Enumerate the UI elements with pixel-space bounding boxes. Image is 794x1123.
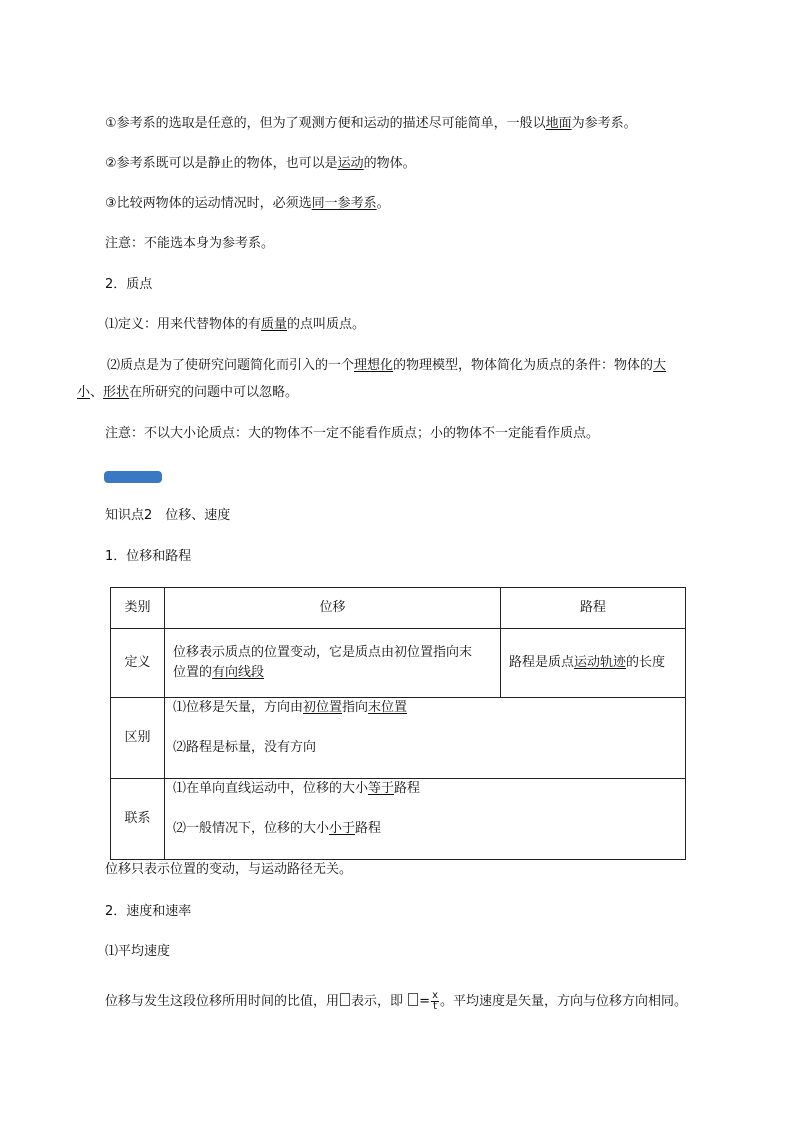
underlined-term: 理想化	[354, 358, 394, 373]
note-displacement: 位移只表示位置的变动，与运动路径无关。	[105, 862, 353, 877]
underlined-term: 地面	[545, 116, 572, 131]
text: 的物体。	[363, 156, 416, 171]
section-heading-velocity: 2．速度和速率	[105, 904, 192, 919]
text: ②参考系既可以是静止的物体，也可以是	[105, 156, 338, 171]
text: 在所研究的问题中可以忽略。	[129, 385, 299, 400]
text: 、	[90, 385, 104, 400]
velocity-symbol-icon	[408, 993, 418, 1006]
underlined-term: 初位置	[303, 700, 343, 715]
underlined-term: 等于	[368, 781, 395, 796]
paragraph-particle-model-line2	[77, 383, 298, 403]
table-row-definition	[111, 629, 686, 698]
cell-text	[165, 698, 685, 778]
cell-relation	[165, 779, 686, 860]
underlined-term: 质量	[261, 317, 288, 332]
header-category: 类别	[111, 588, 165, 629]
denominator: t	[433, 1001, 437, 1012]
label-relation: 联系	[111, 779, 165, 860]
note-reference-frame: 注意：不能选本身为参考系。	[105, 236, 275, 251]
knowledge-point-heading: 知识点2 位移、速度	[105, 508, 231, 523]
header-displacement: 位移	[165, 588, 501, 629]
underlined-term: 有向线段	[212, 665, 265, 680]
text: ①参考系的选取是任意的，但为了观测方便和运动的描述尽可能简单，一般以	[105, 116, 546, 131]
table-row-relation	[111, 779, 686, 860]
text: 位移与发生这段位移所用时间的比值，用	[105, 994, 340, 1009]
underlined-term: 大	[653, 358, 667, 373]
cell-difference	[165, 698, 686, 779]
paragraph-reference-frame-motion	[105, 154, 416, 174]
text	[173, 779, 420, 799]
paragraph-reference-frame-compare	[105, 194, 390, 214]
text: 路程	[355, 821, 382, 836]
text: 指向	[342, 700, 369, 715]
underlined-term: 运动	[337, 156, 364, 171]
text: ⑴位移是矢量，方向由	[173, 700, 304, 715]
text	[173, 698, 407, 718]
cell-text	[165, 779, 685, 859]
underlined-term: 形状	[103, 385, 130, 400]
section-heading-displacement: 1．位移和路程	[105, 549, 192, 564]
text: 为参考系。	[571, 116, 637, 131]
text: ⑵路程是标量，没有方向	[173, 740, 317, 755]
subheading-average-velocity: ⑴平均速度	[105, 944, 171, 959]
displacement-distance-table	[110, 587, 686, 860]
text: 路程是质点	[509, 655, 575, 670]
paragraph-reference-frame-choice	[105, 114, 637, 134]
text: 位置的	[173, 665, 213, 680]
text: 的长度	[626, 655, 666, 670]
text: ⑴在单向直线运动中，位移的大小	[173, 781, 369, 796]
text: ⑵一般情况下，位移的大小	[173, 821, 330, 836]
paragraph-average-velocity	[105, 990, 687, 1014]
paragraph-particle-model-line1	[107, 356, 666, 376]
label-definition: 定义	[111, 629, 165, 698]
header-distance: 路程	[501, 588, 686, 629]
text: 位移表示质点的位置变动，它是质点由初位置指向末	[173, 645, 473, 660]
section-badge	[104, 471, 162, 483]
underlined-term: 末位置	[368, 700, 408, 715]
paragraph-particle-definition	[105, 315, 365, 335]
text: ⑵质点是为了使研究问题简化而引入的一个	[107, 358, 355, 373]
underlined-term: 小	[77, 385, 91, 400]
label-difference: 区别	[111, 698, 165, 779]
numerator: x	[432, 990, 438, 1001]
text: ③比较两物体的运动情况时，必须选	[105, 196, 312, 211]
text: 的点叫质点。	[287, 317, 366, 332]
text: 的物理模型，物体简化为质点的条件：物体的	[393, 358, 654, 373]
text: 。	[376, 196, 390, 211]
velocity-symbol-icon	[340, 993, 350, 1006]
fraction-x-over-t	[431, 991, 439, 1012]
text	[173, 663, 500, 683]
text: 。平均速度是矢量，方向与位移方向相同。	[440, 994, 688, 1009]
equals-sign: =	[419, 994, 431, 1009]
cell-displacement-definition	[165, 629, 501, 698]
text	[173, 819, 381, 839]
cell-text	[501, 653, 685, 673]
section-heading-particle: 2．质点	[105, 277, 153, 292]
cell-distance-definition	[501, 629, 686, 698]
underlined-term: 小于	[329, 821, 356, 836]
text: 表示，即	[351, 994, 404, 1009]
table-header-row	[111, 588, 686, 629]
underlined-term: 同一参考系	[311, 196, 377, 211]
table-row-difference	[111, 698, 686, 779]
cell-text	[165, 643, 500, 683]
note-particle-size: 注意：不以大小论质点：大的物体不一定不能看作质点；小的物体不一定能看作质点。	[105, 426, 600, 441]
underlined-term: 运动轨迹	[574, 655, 627, 670]
text: ⑴定义：用来代替物体的有	[105, 317, 262, 332]
text: 路程	[394, 781, 421, 796]
